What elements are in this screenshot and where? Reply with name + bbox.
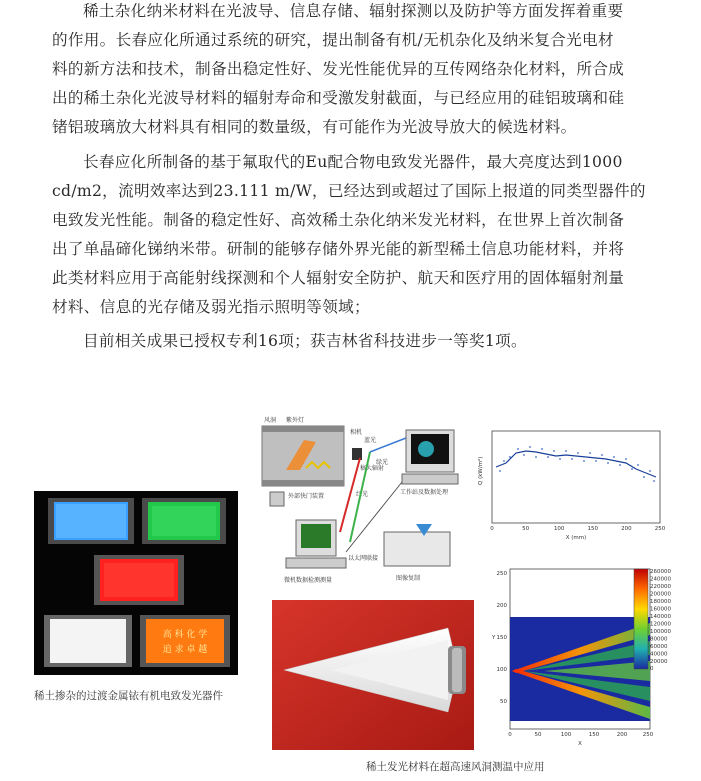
label-external-trigger: 外部快门装置 xyxy=(288,493,325,500)
colorbar-tick: 100000 xyxy=(650,629,671,635)
line-chart-xtick: 200 xyxy=(621,526,632,532)
colorbar-tick: 0 xyxy=(650,666,654,672)
paragraph-line: 的作用。长春应化所通过系统的研究，提出制备有机/无机杂化及纳米复合光电材 xyxy=(52,31,614,49)
line-chart-ylabel: Q (kW/m²) xyxy=(478,456,484,485)
aircraft-graphic xyxy=(272,600,474,750)
label-camera: 相机 xyxy=(350,429,363,436)
paragraph-line: 出的稀土杂化光波导材料的辐射寿命和受激发射截面，与已经应用的硅铝玻璃和硅 xyxy=(52,89,625,107)
paragraph-line: 目前相关成果已授权专利16项；获吉林省科技进步一等奖1项。 xyxy=(83,332,527,350)
left-figure-caption: 稀土掺杂的过渡金属铱有机电致发光器件 xyxy=(34,690,223,702)
line-chart-xtick: 250 xyxy=(654,526,666,532)
heatmap-graphic xyxy=(484,565,684,750)
paragraph-line: 锗铝玻璃放大材料具有相同的数量级，有可能作为光波导放大的候选材料。 xyxy=(52,118,577,136)
line-chart-graphic xyxy=(476,427,666,542)
colorbar-tick: 260000 xyxy=(650,569,671,575)
paragraph-line: 出了单晶碲化锑纳米带。研制的能够存储外界光能的新型稀土信息功能材料，并将 xyxy=(52,240,625,258)
colorbar-tick: 220000 xyxy=(650,584,671,590)
heat-flux-line-chart xyxy=(476,427,666,542)
paragraph-line: 稀土杂化纳米材料在光波导、信息存储、辐射探测以及防护等方面发挥着重要 xyxy=(83,2,624,20)
heatmap-ytick: 50 xyxy=(500,699,507,705)
heatmap-xlabel: X xyxy=(578,741,582,747)
heatmap-xtick: 0 xyxy=(508,732,512,738)
schematic-graphic xyxy=(256,412,474,592)
heatmap-xtick: 150 xyxy=(588,732,600,738)
line-chart-xtick: 0 xyxy=(490,526,494,532)
label-green-light: 绿光 xyxy=(376,459,389,466)
paragraph-line: 长春应化所制备的基于氟取代的Eu配合物电致发光器件，最大亮度达到1000 xyxy=(83,153,623,171)
paragraph-line: 料的新方法和技术，制备出稳定性好、发光性能优异的互传网络杂化材料，所合成 xyxy=(52,60,625,78)
paragraph-1 xyxy=(52,0,662,142)
paragraph-3 xyxy=(52,327,662,356)
label-ethernet: 以太网联接 xyxy=(348,555,379,562)
colorbar-tick: 160000 xyxy=(650,606,671,613)
label-wind-tunnel: 风洞 xyxy=(264,417,277,424)
label-uv-lamp: 紫外灯 xyxy=(286,417,305,424)
paragraph-2 xyxy=(52,148,662,322)
temperature-heatmap xyxy=(484,565,684,750)
line-chart-xtick: 150 xyxy=(587,526,599,532)
line-chart-xtick: 50 xyxy=(522,526,530,532)
paragraph-line: 电致发光性能。制备的稳定性好、高效稀土杂化纳米发光材料，在世界上首次制备 xyxy=(52,211,625,229)
heatmap-ytick: 200 xyxy=(496,603,507,609)
colorbar-tick: 80000 xyxy=(650,636,668,643)
label-excitation: 稿大辐射 xyxy=(360,465,385,472)
label-acquisition: 微机数据检测测量 xyxy=(284,577,333,584)
measurement-schematic xyxy=(256,412,474,592)
heatmap-ytick: 100 xyxy=(496,667,507,673)
heatmap-xtick: 50 xyxy=(534,732,542,738)
colorbar-tick: 40000 xyxy=(650,651,668,658)
right-figure-caption: 稀土发光材料在超高速风洞测温中应用 xyxy=(366,761,545,773)
label-red-light: 红光 xyxy=(356,491,369,498)
device-sign-line-1: 高 科 化 学 xyxy=(162,630,208,640)
colorbar-tick: 180000 xyxy=(650,599,671,605)
paragraph-line: 此类材料应用于高能射线探测和个人辐射安全防护、航天和医疗用的固体辐射剂量 xyxy=(52,269,625,287)
heatmap-xtick: 100 xyxy=(560,732,572,738)
colorbar-tick: 240000 xyxy=(650,576,671,583)
label-blue-light: 蓝光 xyxy=(364,437,377,444)
oled-device-photo xyxy=(34,491,238,675)
label-workstation: 工作站及数据处理 xyxy=(400,489,449,496)
paragraph-line: cd/m2，流明效率达到23.111 m/W，已经达到或超过了国际上报道的同类型器件的 xyxy=(52,182,646,200)
line-chart-xlabel: X (mm) xyxy=(565,535,587,541)
colorbar-tick: 200000 xyxy=(650,591,671,598)
colorbar-tick: 20000 xyxy=(650,659,668,665)
heatmap-ytick: 250 xyxy=(496,571,507,577)
heatmap-ylabel: Y xyxy=(492,635,496,641)
device-sign-line-2: 追 求 卓 越 xyxy=(162,645,208,655)
aircraft-model-photo xyxy=(272,600,474,750)
colorbar-tick: 60000 xyxy=(650,644,668,650)
heatmap-xtick: 250 xyxy=(642,732,654,738)
line-chart-xtick: 100 xyxy=(553,526,565,532)
label-image-copy: 图像复制 xyxy=(396,575,421,582)
oled-devices-graphic xyxy=(34,491,238,675)
heatmap-xtick: 200 xyxy=(616,732,628,738)
colorbar-tick: 140000 xyxy=(650,614,671,620)
paragraph-line: 材料、信息的光存储及弱光指示照明等领域； xyxy=(52,298,370,316)
colorbar-tick: 120000 xyxy=(650,621,671,628)
heatmap-ytick: 150 xyxy=(496,635,507,641)
